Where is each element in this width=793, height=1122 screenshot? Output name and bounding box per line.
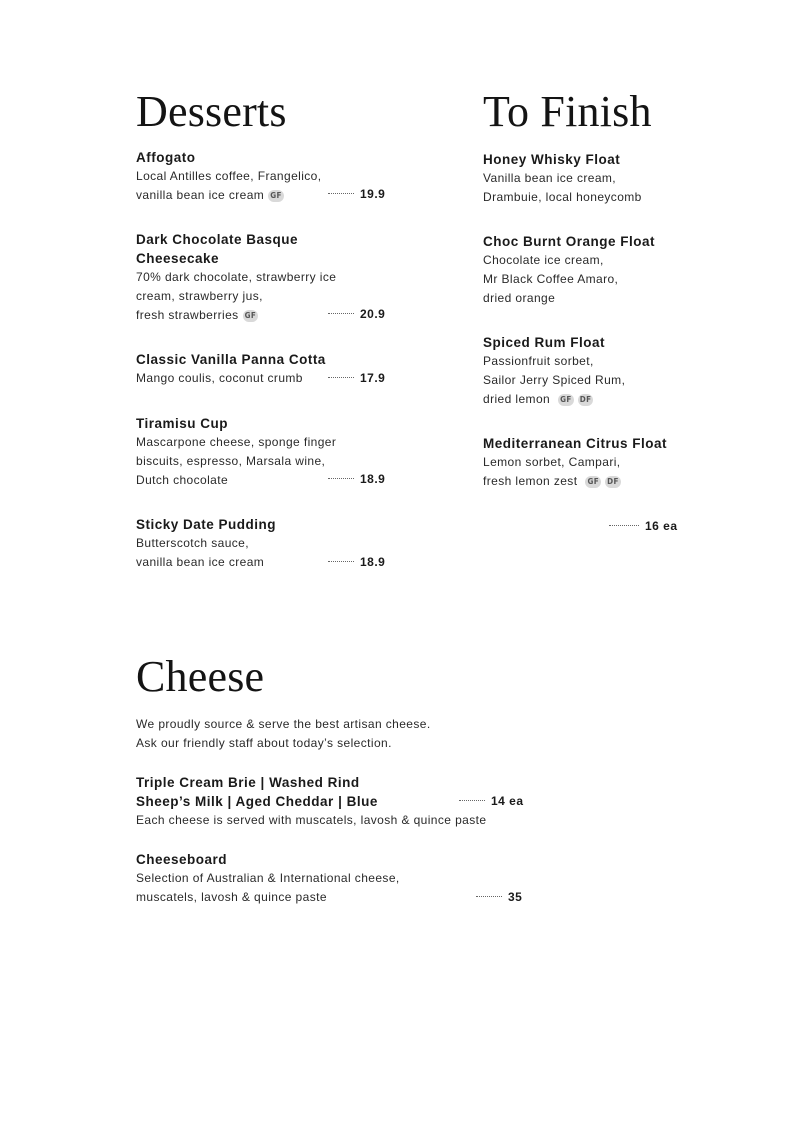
price-cheese-selection bbox=[459, 792, 524, 811]
to-finish-heading: To Finish bbox=[483, 87, 652, 136]
item-description: vanilla bean ice cream bbox=[136, 555, 265, 569]
item-description: Mascarpone cheese, sponge finger bbox=[136, 435, 337, 449]
leader-dots bbox=[328, 561, 354, 562]
leader-dots bbox=[328, 313, 354, 314]
item-name: Affogato bbox=[136, 150, 196, 165]
leader-dots bbox=[476, 896, 502, 897]
menu-item-choc-burnt-orange-float bbox=[483, 232, 655, 308]
item-description: Butterscotch sauce, bbox=[136, 536, 249, 550]
price-value: 35 bbox=[508, 890, 523, 904]
price-sticky-date bbox=[328, 553, 385, 572]
item-description: Drambuie, local honeycomb bbox=[483, 190, 642, 204]
item-name: Cheesecake bbox=[136, 251, 220, 266]
menu-item-sticky-date bbox=[136, 515, 276, 572]
menu-item-cheese-selection bbox=[136, 773, 486, 830]
dairy-free-badge: DF bbox=[579, 395, 592, 404]
item-description: biscuits, espresso, Marsala wine, bbox=[136, 454, 326, 468]
item-description: Selection of Australian & International cheese, bbox=[136, 871, 400, 885]
gluten-free-badge: GF bbox=[560, 395, 572, 404]
leader-dots bbox=[459, 800, 485, 801]
item-name: Spiced Rum Float bbox=[483, 335, 606, 350]
menu-item-honey-whisky-float bbox=[483, 150, 642, 207]
cheese-heading: Cheese bbox=[136, 652, 265, 701]
item-description: Chocolate ice cream, bbox=[483, 253, 604, 267]
item-description: Each cheese is served with muscatels, lavosh & quince paste bbox=[136, 813, 487, 827]
item-name: Tiramisu Cup bbox=[136, 416, 229, 431]
item-description: Passionfruit sorbet, bbox=[483, 354, 594, 368]
item-description-line bbox=[483, 390, 625, 409]
item-name: Sheep’s Milk | Aged Cheddar | Blue bbox=[136, 794, 378, 809]
intro-line: Ask our friendly staff about today’s selection. bbox=[136, 736, 392, 750]
leader-dots bbox=[328, 377, 354, 378]
price-value: 18.9 bbox=[360, 555, 386, 569]
item-description: muscatels, lavosh & quince paste bbox=[136, 890, 327, 904]
item-name: Choc Burnt Orange Float bbox=[483, 234, 656, 249]
price-cheeseboard bbox=[476, 888, 522, 907]
menu-item-panna-cotta bbox=[136, 350, 326, 388]
price-value: 20.9 bbox=[360, 307, 386, 321]
gluten-free-badge: GF bbox=[270, 191, 282, 200]
price-value: 18.9 bbox=[360, 472, 386, 486]
price-value: 16 ea bbox=[645, 519, 678, 533]
item-description: fresh lemon zest bbox=[483, 474, 578, 488]
price-floats bbox=[609, 517, 678, 536]
item-description: Dutch chocolate bbox=[136, 473, 229, 487]
item-description: 70% dark chocolate, strawberry ice bbox=[136, 270, 337, 284]
item-description: Mango coulis, coconut crumb bbox=[136, 371, 303, 385]
item-name: Honey Whisky Float bbox=[483, 152, 621, 167]
menu-item-affogato bbox=[136, 148, 321, 205]
item-description-line bbox=[483, 472, 667, 491]
cheese-intro bbox=[136, 715, 431, 753]
price-tiramisu bbox=[328, 470, 385, 489]
item-name: Mediterranean Citrus Float bbox=[483, 436, 668, 451]
price-value: 19.9 bbox=[360, 187, 386, 201]
item-name: Classic Vanilla Panna Cotta bbox=[136, 352, 326, 367]
item-description: dried lemon bbox=[483, 392, 551, 406]
item-name: Cheeseboard bbox=[136, 852, 228, 867]
leader-dots bbox=[609, 525, 639, 526]
item-description: vanilla bean ice cream bbox=[136, 188, 265, 202]
dairy-free-badge: DF bbox=[607, 477, 619, 486]
item-description: Local Antilles coffee, Frangelico, bbox=[136, 169, 322, 183]
item-description: cream, strawberry jus, bbox=[136, 289, 263, 303]
price-basque-cheesecake bbox=[328, 305, 385, 324]
menu-item-cheeseboard bbox=[136, 850, 400, 907]
gluten-free-badge: GF bbox=[587, 477, 600, 486]
item-name: Triple Cream Brie | Washed Rind bbox=[136, 775, 360, 790]
item-description-line bbox=[136, 186, 321, 205]
item-description: Sailor Jerry Spiced Rum, bbox=[483, 373, 626, 387]
intro-line: We proudly source & serve the best artisan cheese. bbox=[136, 717, 431, 731]
item-name: Sticky Date Pudding bbox=[136, 517, 277, 532]
gluten-free-badge: GF bbox=[244, 311, 257, 320]
menu-item-spiced-rum-float bbox=[483, 333, 625, 409]
price-value: 14 ea bbox=[491, 794, 524, 808]
menu-item-tiramisu bbox=[136, 414, 336, 490]
item-description-line bbox=[136, 306, 336, 325]
item-description: fresh strawberries bbox=[136, 308, 239, 322]
leader-dots bbox=[328, 193, 354, 194]
item-description: Lemon sorbet, Campari, bbox=[483, 455, 621, 469]
item-description: dried orange bbox=[483, 291, 556, 305]
item-description: Vanilla bean ice cream, bbox=[483, 171, 617, 185]
price-affogato bbox=[328, 185, 385, 204]
menu-item-citrus-float bbox=[483, 434, 667, 491]
desserts-heading: Desserts bbox=[136, 87, 287, 136]
menu-item-basque-cheesecake bbox=[136, 230, 336, 325]
item-name: Dark Chocolate Basque bbox=[136, 232, 299, 247]
price-panna-cotta bbox=[328, 369, 385, 388]
item-description: Mr Black Coffee Amaro, bbox=[483, 272, 619, 286]
leader-dots bbox=[328, 478, 354, 479]
price-value: 17.9 bbox=[360, 371, 386, 385]
